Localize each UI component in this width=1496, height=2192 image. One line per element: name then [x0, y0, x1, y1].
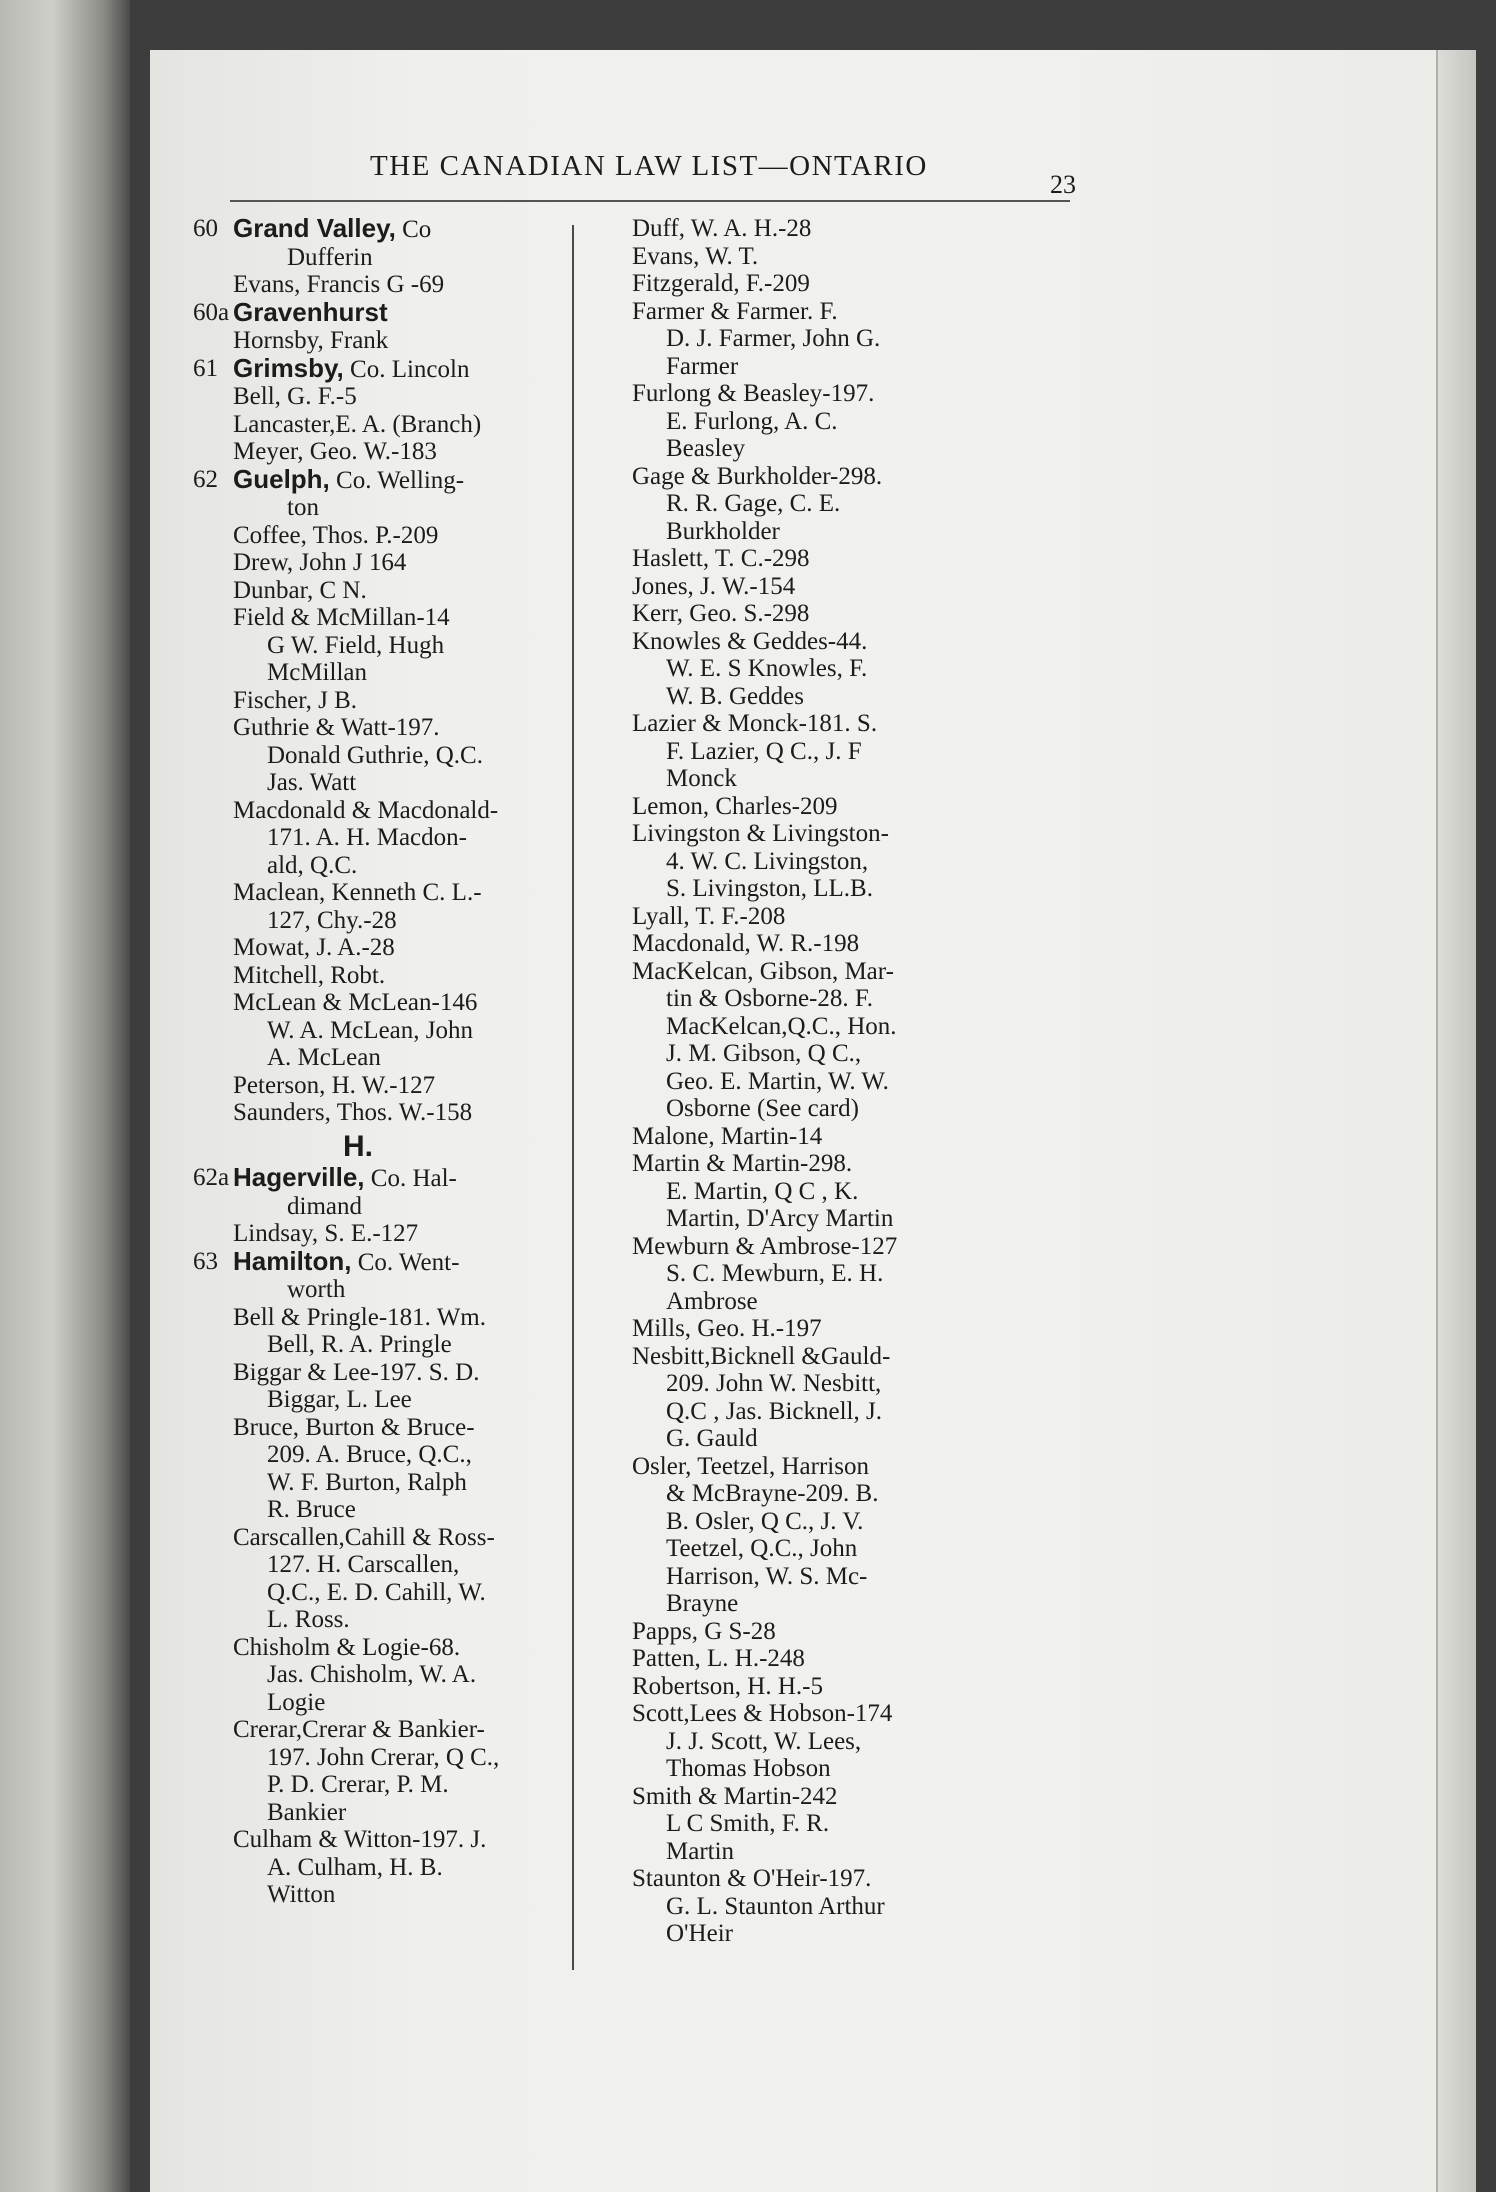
listing-text: Bankier	[267, 1798, 347, 1826]
listing-line	[632, 408, 977, 436]
listing-line	[632, 930, 977, 958]
listing-line	[632, 683, 977, 711]
county-text: Co. Lincoln	[343, 355, 470, 383]
listing-line	[233, 549, 553, 577]
listing-line	[233, 1606, 553, 1634]
listing-text: Geo. E. Martin, W. W.	[666, 1067, 889, 1095]
listing-text: W. B. Geddes	[666, 682, 804, 710]
listing-text: J. J. Scott, W. Lees,	[666, 1727, 862, 1755]
town-name: Grimsby,	[233, 352, 344, 383]
listing-text: Mills, Geo. H.-197	[632, 1315, 822, 1342]
listing-text: Meyer, Geo. W.-183	[233, 438, 437, 465]
listing-line	[632, 1673, 977, 1701]
listing-line	[233, 824, 553, 852]
listing-text: Macdonald, W. R.-198	[632, 930, 860, 957]
listing-line	[632, 1370, 977, 1398]
listing-line	[233, 687, 553, 715]
listing-line	[233, 1072, 553, 1100]
listing-line	[632, 655, 977, 683]
listing-line	[233, 1661, 553, 1689]
listing-line	[233, 244, 553, 272]
listing-text: Donald Guthrie, Q.C.	[267, 741, 483, 769]
listing-text: dimand	[287, 1192, 362, 1220]
listing-line	[632, 1783, 977, 1811]
listing-line	[233, 1220, 553, 1248]
listing-text: Jas. Watt	[267, 769, 357, 796]
listing-text: Biggar, L. Lee	[267, 1386, 412, 1413]
listing-text: Crerar,Crerar & Bankier-	[233, 1716, 485, 1743]
listing-line	[233, 1579, 553, 1607]
listing-line	[632, 1068, 977, 1096]
running-head: THE CANADIAN LAW LIST—ONTARIO	[370, 150, 928, 182]
listing-line	[632, 1288, 977, 1316]
listing-line	[632, 875, 977, 903]
listing-line	[233, 769, 553, 797]
listing-text: Ambrose	[666, 1287, 758, 1315]
listing-text: Robertson, H. H.-5	[632, 1672, 823, 1700]
listing-text: 127. H. Carscallen,	[267, 1551, 460, 1578]
listing-text: Farmer & Farmer. F.	[632, 297, 838, 325]
listing-line	[632, 820, 977, 848]
listing-line	[233, 714, 553, 742]
listing-text: R. R. Gage, C. E.	[666, 490, 841, 517]
town-name: Hagerville,	[233, 1162, 365, 1192]
listing-text: W. F. Burton, Ralph	[267, 1468, 467, 1496]
listing-line	[233, 742, 553, 770]
entry-number: 60a	[193, 298, 230, 326]
listing-line	[233, 1689, 553, 1717]
listing-line	[233, 438, 553, 466]
entry-number: 60	[193, 215, 218, 242]
listing-line	[233, 1331, 553, 1359]
listing-line	[233, 1359, 553, 1387]
listing-text: worth	[287, 1276, 346, 1303]
county-text: Co. Hal-	[364, 1165, 457, 1192]
entry-number: 61	[193, 354, 218, 382]
listing-text: Q.C , Jas. Bicknell, J.	[666, 1397, 882, 1425]
listing-text: 171. A. H. Macdon-	[267, 824, 467, 851]
listing-text: Bell & Pringle-181. Wm.	[233, 1303, 486, 1331]
listing-line	[632, 243, 977, 271]
listing-line	[632, 1755, 977, 1783]
listing-line	[233, 271, 553, 299]
listing-line	[233, 327, 553, 355]
place-heading	[193, 463, 553, 495]
listing-text: Lyall, T. F.-208	[632, 902, 786, 930]
listing-line	[233, 1099, 553, 1127]
listing-line	[233, 1496, 553, 1524]
listing-text: A. Culham, H. B.	[267, 1853, 443, 1881]
listing-line	[632, 1563, 977, 1591]
listing-text: 4. W. C. Livingston,	[666, 847, 869, 875]
listing-text: 209. A. Bruce, Q.C.,	[267, 1441, 472, 1468]
listing-line	[632, 848, 977, 876]
column-divider	[572, 225, 574, 1970]
listing-line	[632, 1040, 977, 1068]
town-name: Grand Valley,	[233, 213, 396, 243]
listing-text: Peterson, H. W.-127	[233, 1071, 436, 1099]
listing-line	[632, 765, 977, 793]
listing-text: Martin, D'Arcy Martin	[666, 1205, 894, 1232]
listing-line	[632, 1728, 977, 1756]
listing-line	[233, 494, 553, 522]
place-heading	[193, 1162, 553, 1193]
listing-line	[233, 1524, 553, 1552]
listing-text: B. Osler, Q C., J. V.	[666, 1507, 864, 1535]
listing-line	[632, 958, 977, 986]
listing-line	[632, 1260, 977, 1288]
listing-text: McLean & McLean-146	[233, 989, 478, 1016]
listing-line	[233, 1551, 553, 1579]
listing-text: Guthrie & Watt-197.	[233, 714, 440, 741]
listing-text: Harrison, W. S. Mc-	[666, 1562, 868, 1590]
listing-line	[233, 383, 553, 411]
listing-line	[632, 435, 977, 463]
entry-number: 62a	[193, 1164, 230, 1191]
listing-text: Carscallen,Cahill & Ross-	[233, 1523, 495, 1551]
listing-text: & McBrayne-209. B.	[666, 1480, 879, 1507]
listing-line	[632, 490, 977, 518]
listing-line	[632, 1590, 977, 1618]
listing-text: W. A. McLean, John	[267, 1016, 473, 1044]
listing-text: Evans, Francis G -69	[233, 271, 445, 298]
listing-text: MacKelcan,Q.C., Hon.	[666, 1012, 897, 1040]
listing-text: Furlong & Beasley-197.	[632, 380, 875, 407]
listing-text: Fitzgerald, F.-209	[632, 270, 810, 297]
listing-text: Patten, L. H.-248	[632, 1645, 805, 1672]
listing-text: E. Martin, Q C , K.	[666, 1177, 859, 1205]
listing-line	[632, 380, 977, 408]
listing-line	[233, 1044, 553, 1072]
listing-text: Dufferin	[287, 243, 373, 271]
listing-text: Lazier & Monck-181. S.	[632, 710, 878, 737]
listing-line	[632, 738, 977, 766]
listing-text: tin & Osborne-28. F.	[666, 985, 874, 1012]
listing-text: Chisholm & Logie-68.	[233, 1633, 461, 1661]
listing-text: Biggar & Lee-197. S. D.	[233, 1358, 480, 1386]
listing-text: Q.C., E. D. Cahill, W.	[267, 1578, 486, 1606]
listing-text: Dunbar, C N.	[233, 576, 367, 604]
listing-line	[632, 545, 977, 573]
listing-text: Drew, John J 164	[233, 549, 407, 576]
listing-line	[632, 1315, 977, 1343]
listing-line	[632, 1645, 977, 1673]
listing-line	[632, 1893, 977, 1921]
listing-line	[233, 1441, 553, 1469]
listing-line	[233, 1826, 553, 1854]
listing-line	[632, 353, 977, 381]
listing-line	[233, 852, 553, 880]
place-heading	[193, 213, 553, 244]
listing-line	[632, 903, 977, 931]
listing-line	[632, 325, 977, 353]
listing-line	[233, 411, 553, 439]
listing-line	[632, 1480, 977, 1508]
listing-text: Coffee, Thos. P.-209	[233, 521, 439, 549]
town-name: Hamilton,	[233, 1245, 352, 1276]
listing-line	[632, 1343, 977, 1371]
section-letter: H.	[343, 1129, 373, 1163]
listing-line	[233, 1276, 553, 1304]
listing-line	[632, 600, 977, 628]
listing-text: P. D. Crerar, P. M.	[267, 1771, 449, 1798]
listing-line	[233, 1386, 553, 1414]
listing-text: McMillan	[267, 659, 367, 686]
listing-line	[632, 628, 977, 656]
listing-text: L. Ross.	[267, 1606, 350, 1633]
listing-line	[233, 907, 553, 935]
listing-line	[632, 1425, 977, 1453]
listing-text: Malone, Martin-14	[632, 1122, 823, 1150]
page-edge	[1436, 50, 1476, 2192]
listing-line	[632, 573, 977, 601]
listing-text: S. Livingston, LL.B.	[666, 875, 873, 902]
right-column	[632, 215, 977, 1948]
place-heading	[193, 296, 553, 328]
listing-text: Lancaster,E. A. (Branch)	[233, 410, 482, 438]
listing-text: Martin & Martin-298.	[632, 1150, 853, 1177]
listing-line	[233, 1716, 553, 1744]
listing-text: Jones, J. W.-154	[632, 572, 796, 600]
listing-line	[632, 1178, 977, 1206]
listing-text: ton	[287, 494, 319, 521]
listing-line	[233, 1771, 553, 1799]
listing-line	[233, 962, 553, 990]
listing-line	[233, 1469, 553, 1497]
listing-line	[233, 1193, 553, 1221]
listing-line	[632, 1398, 977, 1426]
listing-text: Kerr, Geo. S.-298	[632, 600, 810, 627]
listing-text: Osler, Teetzel, Harrison	[632, 1452, 869, 1480]
listing-text: Jas. Chisholm, W. A.	[267, 1661, 477, 1688]
listing-line	[632, 518, 977, 546]
listing-text: G. Gauld	[666, 1425, 758, 1452]
listing-text: S. C. Mewburn, E. H.	[666, 1260, 884, 1287]
listing-text: Duff, W. A. H.-28	[632, 215, 812, 242]
listing-text: Osborne (See card)	[666, 1095, 859, 1122]
listing-text: J. M. Gibson, Q C.,	[666, 1040, 862, 1067]
listing-line	[233, 1017, 553, 1045]
listing-line	[632, 710, 977, 738]
listing-text: Mowat, J. A.-28	[233, 934, 395, 961]
listing-text: Gage & Burkholder-298.	[632, 462, 883, 490]
listing-line	[233, 1799, 553, 1827]
listing-text: Evans, W. T.	[632, 242, 759, 270]
listing-line	[233, 1881, 553, 1909]
listing-text: Hornsby, Frank	[233, 327, 389, 354]
listing-line	[632, 1123, 977, 1151]
listing-line	[632, 463, 977, 491]
listing-line	[233, 989, 553, 1017]
book-spine	[0, 0, 130, 2192]
listing-text: Lindsay, S. E.-127	[233, 1220, 419, 1247]
listing-line	[233, 934, 553, 962]
listing-text: 127, Chy.-28	[267, 906, 397, 934]
listing-text: Beasley	[666, 435, 746, 462]
listing-line	[632, 1920, 977, 1948]
listing-line	[632, 1810, 977, 1838]
page-number: 23	[1050, 170, 1076, 199]
listing-text: Bell, G. F.-5	[233, 383, 357, 410]
listing-line	[632, 1205, 977, 1233]
listing-line	[233, 1414, 553, 1442]
listing-text: Teetzel, Q.C., John	[666, 1535, 858, 1562]
listing-text: Haslett, T. C.-298	[632, 545, 810, 572]
county-text: Co. Went-	[351, 1248, 460, 1276]
listing-line	[233, 797, 553, 825]
listing-text: Mewburn & Ambrose-127	[632, 1232, 898, 1260]
listing-text: G W. Field, Hugh	[267, 631, 445, 659]
listing-line	[233, 604, 553, 632]
listing-line	[632, 270, 977, 298]
listing-line	[632, 1700, 977, 1728]
listing-text: 197. John Crerar, Q C.,	[267, 1743, 500, 1771]
listing-text: Saunders, Thos. W.-158	[233, 1099, 473, 1126]
listing-text: G. L. Staunton Arthur	[666, 1892, 885, 1920]
listing-line	[233, 659, 553, 687]
listing-line	[632, 298, 977, 326]
listing-text: Bruce, Burton & Bruce-	[233, 1413, 475, 1441]
listing-text: Logie	[267, 1688, 326, 1716]
listing-line	[632, 1535, 977, 1563]
listing-line	[632, 985, 977, 1013]
entry-number: 63	[193, 1247, 218, 1275]
listing-line	[233, 1304, 553, 1332]
entry-number: 62	[193, 465, 218, 493]
town-name: Guelph,	[233, 463, 330, 494]
listing-text: Field & McMillan-14	[233, 604, 450, 631]
listing-line	[233, 522, 553, 550]
listing-text: Burkholder	[666, 517, 780, 545]
listing-text: Lemon, Charles-209	[632, 792, 838, 820]
listing-text: L C Smith, F. R.	[666, 1810, 830, 1837]
listing-text: Martin	[666, 1837, 735, 1865]
listing-line	[233, 1744, 553, 1772]
listing-line	[632, 215, 977, 243]
listing-line	[632, 1838, 977, 1866]
listing-line	[632, 1013, 977, 1041]
listing-text: Monck	[666, 765, 737, 792]
header-rule	[230, 200, 1070, 202]
listing-text: Maclean, Kenneth C. L.-	[233, 879, 482, 906]
listing-line	[632, 1150, 977, 1178]
listing-text: Culham & Witton-197. J.	[233, 1826, 487, 1853]
listing-text: D. J. Farmer, John G.	[666, 325, 881, 352]
listing-text: Nesbitt,Bicknell &Gauld-	[632, 1342, 891, 1370]
listing-text: Thomas Hobson	[666, 1755, 831, 1782]
listing-line	[632, 1618, 977, 1646]
place-heading	[193, 1245, 553, 1277]
listing-text: 209. John W. Nesbitt,	[666, 1370, 882, 1397]
listing-text: Witton	[267, 1881, 336, 1908]
listing-line	[233, 1854, 553, 1882]
listing-text: Brayne	[666, 1590, 739, 1617]
listing-text: Scott,Lees & Hobson-174	[632, 1700, 893, 1727]
listing-text: O'Heir	[666, 1920, 733, 1947]
listing-line	[632, 1453, 977, 1481]
listing-text: F. Lazier, Q C., J. F	[666, 737, 862, 765]
listing-text: Farmer	[666, 352, 739, 380]
listing-text: Bell, R. A. Pringle	[267, 1331, 452, 1358]
listing-line	[233, 879, 553, 907]
listing-text: MacKelcan, Gibson, Mar-	[632, 957, 894, 985]
listing-text: R. Bruce	[267, 1496, 356, 1523]
listing-text: Livingston & Livingston-	[632, 820, 889, 847]
left-column	[193, 213, 553, 1909]
listing-line	[632, 1865, 977, 1893]
listing-text: A. McLean	[267, 1044, 381, 1071]
listing-line	[233, 577, 553, 605]
place-heading	[193, 352, 553, 384]
county-text: Co	[395, 216, 432, 243]
listing-line	[632, 1233, 977, 1261]
listing-text: W. E. S Knowles, F.	[666, 655, 868, 682]
listing-line	[233, 1634, 553, 1662]
listing-text: Macdonald & Macdonald-	[233, 796, 499, 824]
town-name: Gravenhurst	[233, 296, 388, 327]
listing-text: E. Furlong, A. C.	[666, 407, 838, 435]
listing-text: Mitchell, Robt.	[233, 961, 386, 989]
county-text: Co. Welling-	[329, 466, 465, 494]
listing-text: Fischer, J B.	[233, 686, 357, 714]
listing-line	[632, 1508, 977, 1536]
listing-text: ald, Q.C.	[267, 851, 358, 879]
listing-line	[632, 793, 977, 821]
listing-text: Papps, G S-28	[632, 1617, 776, 1645]
listing-text: Staunton & O'Heir-197.	[632, 1865, 872, 1892]
listing-line	[632, 1095, 977, 1123]
listing-text: Smith & Martin-242	[632, 1782, 838, 1810]
listing-line	[233, 632, 553, 660]
listing-text: Knowles & Geddes-44.	[632, 627, 868, 655]
